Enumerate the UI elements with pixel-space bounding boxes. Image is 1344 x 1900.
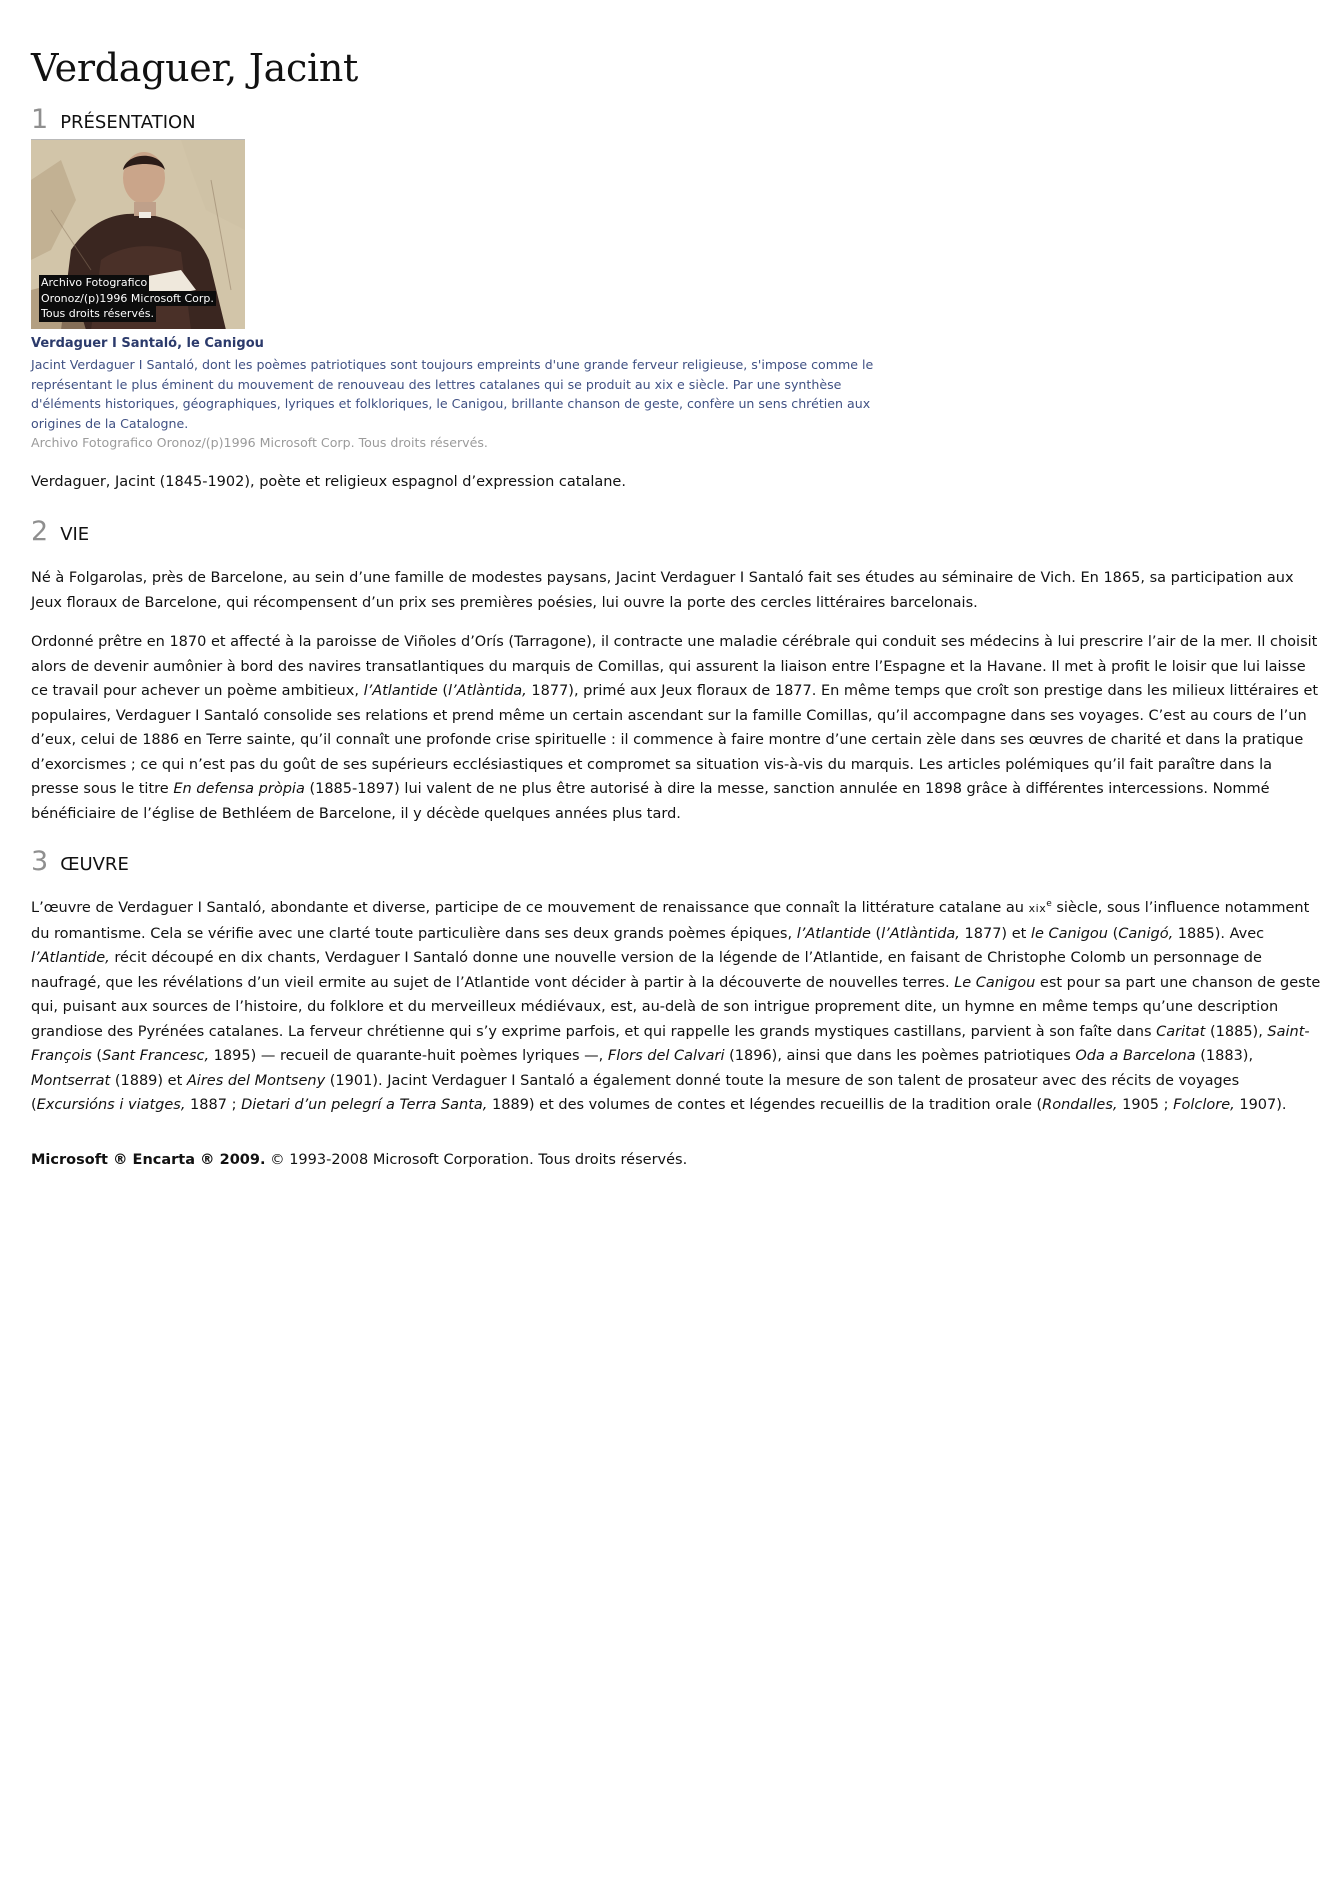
section-heading-presentation bbox=[31, 104, 196, 136]
section-number: 1 bbox=[31, 104, 49, 135]
image-credit-overlay bbox=[39, 275, 216, 322]
image-credit-line: Tous droits réservés. bbox=[41, 307, 154, 320]
section-title: VIE bbox=[60, 524, 90, 545]
vie-paragraph-1: Né à Folgarolas, près de Barcelone, au sein d’une famille de modestes paysans, Jacint Verdaguer I Santaló fait ses études au séminaire de Vich. En 1865, sa participation aux Jeux floraux de Barcelone, qui récompensent d’un prix ses premières poésies, lui ouvre la porte des cercles littéraires barcelonais. bbox=[31, 570, 1294, 611]
figure-caption bbox=[31, 335, 911, 452]
footer-brand: Microsoft ® Encarta ® 2009. bbox=[31, 1152, 266, 1168]
footer-copyright: © 1993-2008 Microsoft Corporation. Tous droits réservés. bbox=[265, 1152, 688, 1168]
caption-text: Jacint Verdaguer I Santaló, dont les poèmes patriotiques sont toujours empreints d'une grande ferveur religieuse, s'impose comme le représentant le plus éminent du mouvement de renouveau des lettres catalanes qui se produit au xix e siècle. Par une synthèse d'éléments historiques, géographiques, lyriques et folkloriques, le Canigou, brillante chanson de geste, confère un sens chrétien aux origines de la Catalogne. bbox=[31, 357, 874, 431]
section-title: PRÉSENTATION bbox=[60, 112, 196, 133]
section-heading-oeuvre bbox=[31, 846, 129, 878]
section-title: ŒUVRE bbox=[60, 854, 129, 875]
portrait-photo bbox=[31, 139, 245, 329]
oeuvre-paragraph: L’œuvre de Verdaguer I Santaló, abondante et diverse, participe de ce mouvement de renaissance que connaît la littérature catalane au xix$^e$ siècle, sous l’influence notamment du romantisme. Cela se vérifie avec une clarté toute particulière dans ses deux grands poèmes épiques, l’Atlantide (l’Atlàntida, 1877) et le Canigou (Canigó, 1885). Avec l’Atlantide, récit découpé en dix chants, Verdaguer I Santaló donne une nouvelle version de la légende de l’Atlantide, en faisant de Christophe Colomb un personnage de naufragé, que les révélations d’un vieil ermite au sujet de l’Atlantide vont décider à partir à la découverte de nouvelles terres. Le Canigou est pour sa part une chanson de geste qui, puisant aux sources de l’histoire, du folklore et du merveilleux médiévaux, est, au-delà de son intrigue proprement dite, un hymne en même temps qu’une description grandiose des Pyrénées catalanes. La ferveur chrétienne qui s’y exprime parfois, et qui rappelle les grands mystiques castillans, parvient à son faîte dans Caritat (1885), Saint-François (Sant Francesc, 1895) — recueil de quarante-huit poèmes lyriques —, Flors del Calvari (1896), ainsi que dans les poèmes patriotiques Oda a Barcelona (1883), Montserrat (1889) et Aires del Montseny (1901). Jacint Verdaguer I Santaló a également donné toute la mesure de son talent de prosateur avec des récits de voyages (Excursións i viatges, 1887 ; Dietari d’un pelegrí a Terra Santa, 1889) et des volumes de contes et légendes recueillis de la tradition orale (Rondalles, 1905 ; Folclore, 1907). bbox=[31, 899, 1321, 1113]
intro-paragraph: Verdaguer, Jacint (1845-1902), poète et religieux espagnol d’expression catalane. bbox=[31, 474, 626, 490]
section-number: 2 bbox=[31, 516, 49, 547]
article-title: Verdaguer, Jacint bbox=[31, 46, 358, 90]
caption-title: Verdaguer I Santaló, le Canigou bbox=[31, 336, 264, 351]
image-credit-line: Archivo Fotografico bbox=[41, 276, 148, 289]
copyright-footer bbox=[31, 1150, 687, 1170]
vie-paragraph-2: Ordonné prêtre en 1870 et affecté à la paroisse de Viñoles d’Orís (Tarragone), il contracte une maladie cérébrale qui conduit ses médecins à lui prescrire l’air de la mer. Il choisit alors de devenir aumônier à bord des navires transatlantiques du marquis de Comillas, qui assurent la liaison entre l’Espagne et la Havane. Il met à profit le loisir que lui laisse ce travail pour achever un poème ambitieux, l’Atlantide (l’Atlàntida, 1877), primé aux Jeux floraux de 1877. En même temps que croît son prestige dans les milieux littéraires et populaires, Verdaguer I Santaló consolide ses relations et prend même un certain ascendant sur la famille Comillas, qu’il accompagne dans ses voyages. C’est au cours de l’un d’eux, celui de 1886 en Terre sainte, qu’il connaît une profonde crise spirituelle : il commence à faire montre d’une certain zèle dans ses œuvres de charité et dans la pratique d’exorcismes ; ce qui n’est pas du goût de ses supérieurs ecclésiastiques et compromet sa situation vis-à-vis du marquis. Les articles polémiques qu’il fait paraître dans la presse sous le titre En defensa pròpia (1885-1897) lui valent de ne plus être autorisé à dire la messe, sanction annulée en 1898 grâce à différentes intercessions. Nommé bénéficiaire de l’église de Bethléem de Barcelone, il y décède quelques années plus tard. bbox=[31, 634, 1319, 822]
caption-credit: Archivo Fotografico Oronoz/(p)1996 Microsoft Corp. Tous droits réservés. bbox=[31, 435, 488, 450]
section-number: 3 bbox=[31, 846, 49, 877]
image-credit-line: Oronoz/(p)1996 Microsoft Corp. bbox=[41, 291, 214, 305]
section-heading-vie bbox=[31, 516, 89, 548]
